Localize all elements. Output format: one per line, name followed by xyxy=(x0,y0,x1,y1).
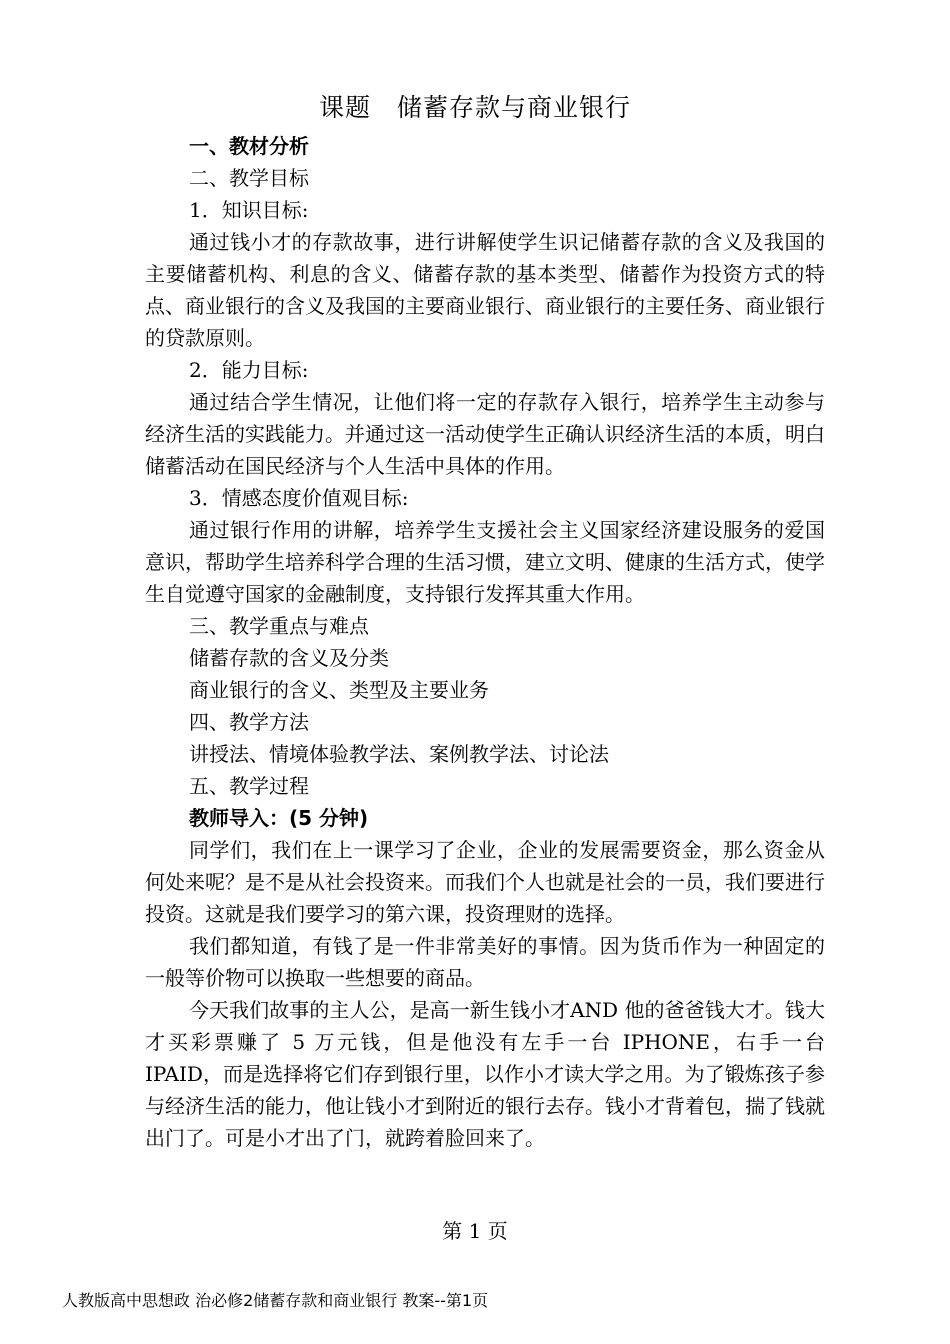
footer-text: 人教版高中思想政 治必修2储蓄存款和商业银行 教案--第1页 xyxy=(62,1291,489,1310)
intro-heading: 教师导入：(5 分钟) xyxy=(189,806,369,830)
subsection-heading: 1．知识目标: xyxy=(189,198,309,222)
section-heading: 三、教学重点与难点 xyxy=(189,614,369,638)
subsection-heading: 2．能力目标: xyxy=(189,358,309,382)
section-heading: 四、教学方法 xyxy=(189,710,309,734)
section-heading: 二、教学目标 xyxy=(189,166,309,190)
paragraph: 我们都知道，有钱了是一件非常美好的事情。因为货币作为一种固定的一般等价物可以换取一些想要的商品。 xyxy=(145,934,825,990)
list-item: 商业银行的含义、类型及主要业务 xyxy=(189,678,489,702)
paragraph: 同学们，我们在上一课学习了企业，企业的发展需要资金，那么资金从何处来呢？是不是从社会投资来。而我们个人也就是社会的一员，我们要进行投资。这就是我们要学习的第六课，投资理财的选择。 xyxy=(145,838,825,926)
section-heading: 五、教学过程 xyxy=(189,774,309,798)
paragraph: 通过钱小才的存款故事，进行讲解使学生识记储蓄存款的含义及我国的主要储蓄机构、利息的含义、储蓄存款的基本类型、储蓄作为投资方式的特点、商业银行的含义及我国的主要商业银行、商业银行的主要任务、商业银行的贷款原则。 xyxy=(145,230,825,350)
paragraph: 通过银行作用的讲解，培养学生支援社会主义国家经济建设服务的爱国意识，帮助学生培养科学合理的生活习惯，建立文明、健康的生活方式，使学生自觉遵守国家的金融制度，支持银行发挥其重大作用。 xyxy=(145,518,825,606)
list-item: 讲授法、情境体验教学法、案例教学法、讨论法 xyxy=(189,742,609,766)
subsection-heading: 3．情感态度价值观目标: xyxy=(189,486,409,510)
paragraph: 通过结合学生情况，让他们将一定的存款存入银行，培养学生主动参与经济生活的实践能力。并通过这一活动使学生正确认识经济生活的本质，明白储蓄活动在国民经济与个人生活中具体的作用。 xyxy=(145,390,825,478)
section-heading: 一、教材分析 xyxy=(189,134,309,158)
paragraph: 今天我们故事的主人公，是高一新生钱小才AND 他的爸爸钱大才。钱大才买彩票赚了 5 万元钱，但是他没有左手一台 IPHONE，右手一台 IPAID，而是选择将它们存到银行里，以作小才读大学之用。为了锻炼孩子参与经济生活的能力，他让钱小才到附近的银行去存。钱小才背着包，揣了钱就出门了。可是小才出了门，就跨着脸回来了。 xyxy=(145,998,825,1150)
page-title: 课题 储蓄存款与商业银行 xyxy=(318,93,631,122)
list-item: 储蓄存款的含义及分类 xyxy=(189,646,389,670)
page-number: 第 1 页 xyxy=(442,1219,508,1243)
document-body xyxy=(145,130,825,1154)
